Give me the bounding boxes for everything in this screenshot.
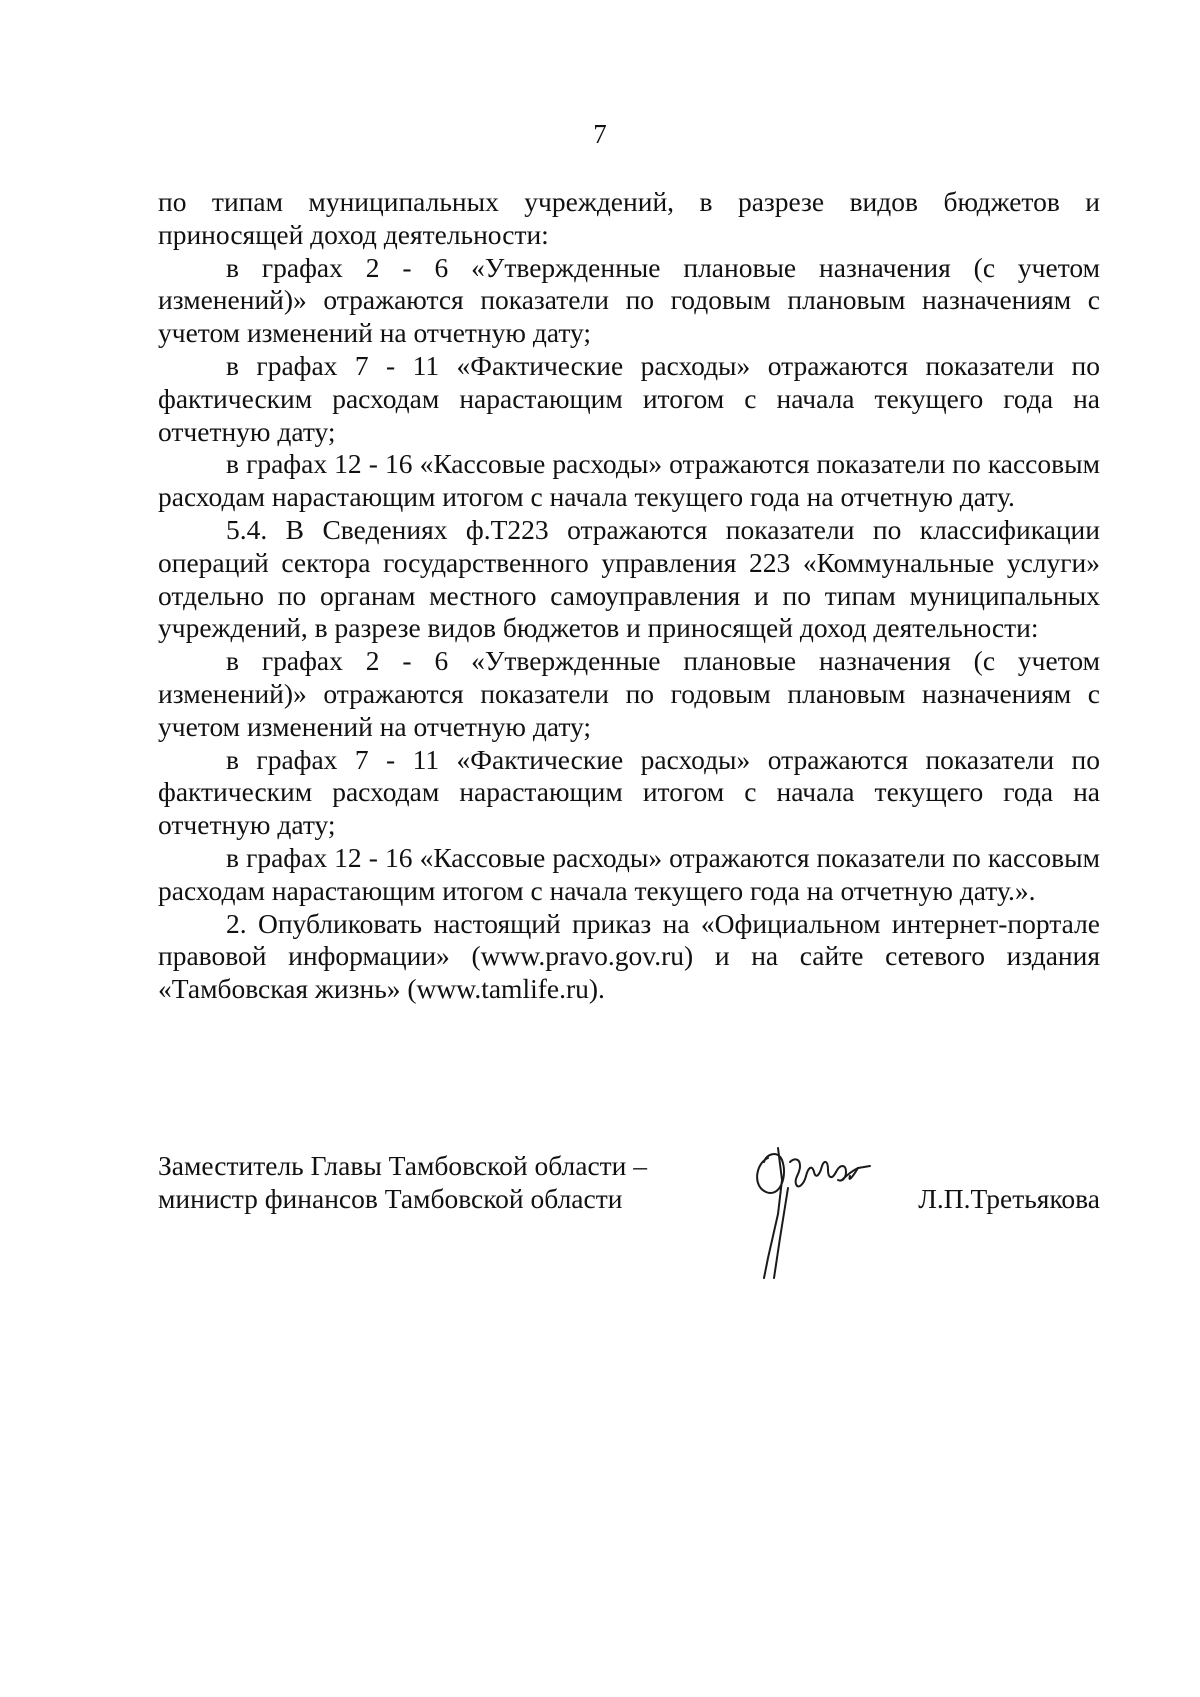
paragraph: в графах 2 - 6 «Утвержденные плановые назначения (с учетом изменений)» отражаются показатели по годовым плановым назначениям с учетом изменений на отчетную дату; (158, 251, 1100, 349)
signer-title-line: Заместитель Главы Тамбовской области – (158, 1150, 648, 1181)
handwritten-signature (738, 1118, 888, 1288)
signature-block (158, 1150, 1100, 1310)
signer-name: Л.П.Третьякова (918, 1183, 1100, 1214)
paragraph: в графах 7 - 11 «Фактические расходы» отражаются показатели по фактическим расходам нарастающим итогом с начала текущего года на отчетную дату; (158, 349, 1100, 447)
signer-title-line: министр финансов Тамбовской области (158, 1182, 623, 1214)
paragraph: в графах 2 - 6 «Утвержденные плановые назначения (с учетом изменений)» отражаются показатели по годовым плановым назначениям с учетом изменений на отчетную дату; (158, 645, 1100, 742)
paragraph: в графах 7 - 11 «Фактические расходы» отражаются показатели по фактическим расходам нарастающим итогом с начала текущего года на отчетную дату; (158, 743, 1100, 841)
paragraph: 5.4. В Сведениях ф.Т223 отражаются показатели по классификации операций сектора государственного управления 223 «Коммунальные услуги» отдельно по органам местного самоуправления и по типам муниципальных учреждений, в разрезе видов бюджетов и приносящей доход деятельности: (158, 513, 1100, 644)
paragraph: по типам муниципальных учреждений, в разрезе видов бюджетов и приносящей доход деятельности: (158, 186, 1100, 250)
page-number: 7 (593, 119, 607, 149)
paragraph: в графах 12 - 16 «Кассовые расходы» отражаются показатели по кассовым расходам нарастающим итогом с начала текущего года на отчетную дату. (158, 448, 1100, 513)
paragraph: в графах 12 - 16 «Кассовые расходы» отражаются показатели по кассовым расходам нарастающим итогом с начала текущего года на отчетную дату.». (158, 841, 1100, 906)
signer-title (158, 1150, 647, 1216)
document-body (158, 186, 1100, 1006)
paragraph: 2. Опубликовать настоящий приказ на «Официальном интернет-портале правовой информации» (www.pravo.gov.ru) и на сайте сетевого издания «Тамбовская жизнь» (www.tamlife.ru). (158, 907, 1100, 1005)
